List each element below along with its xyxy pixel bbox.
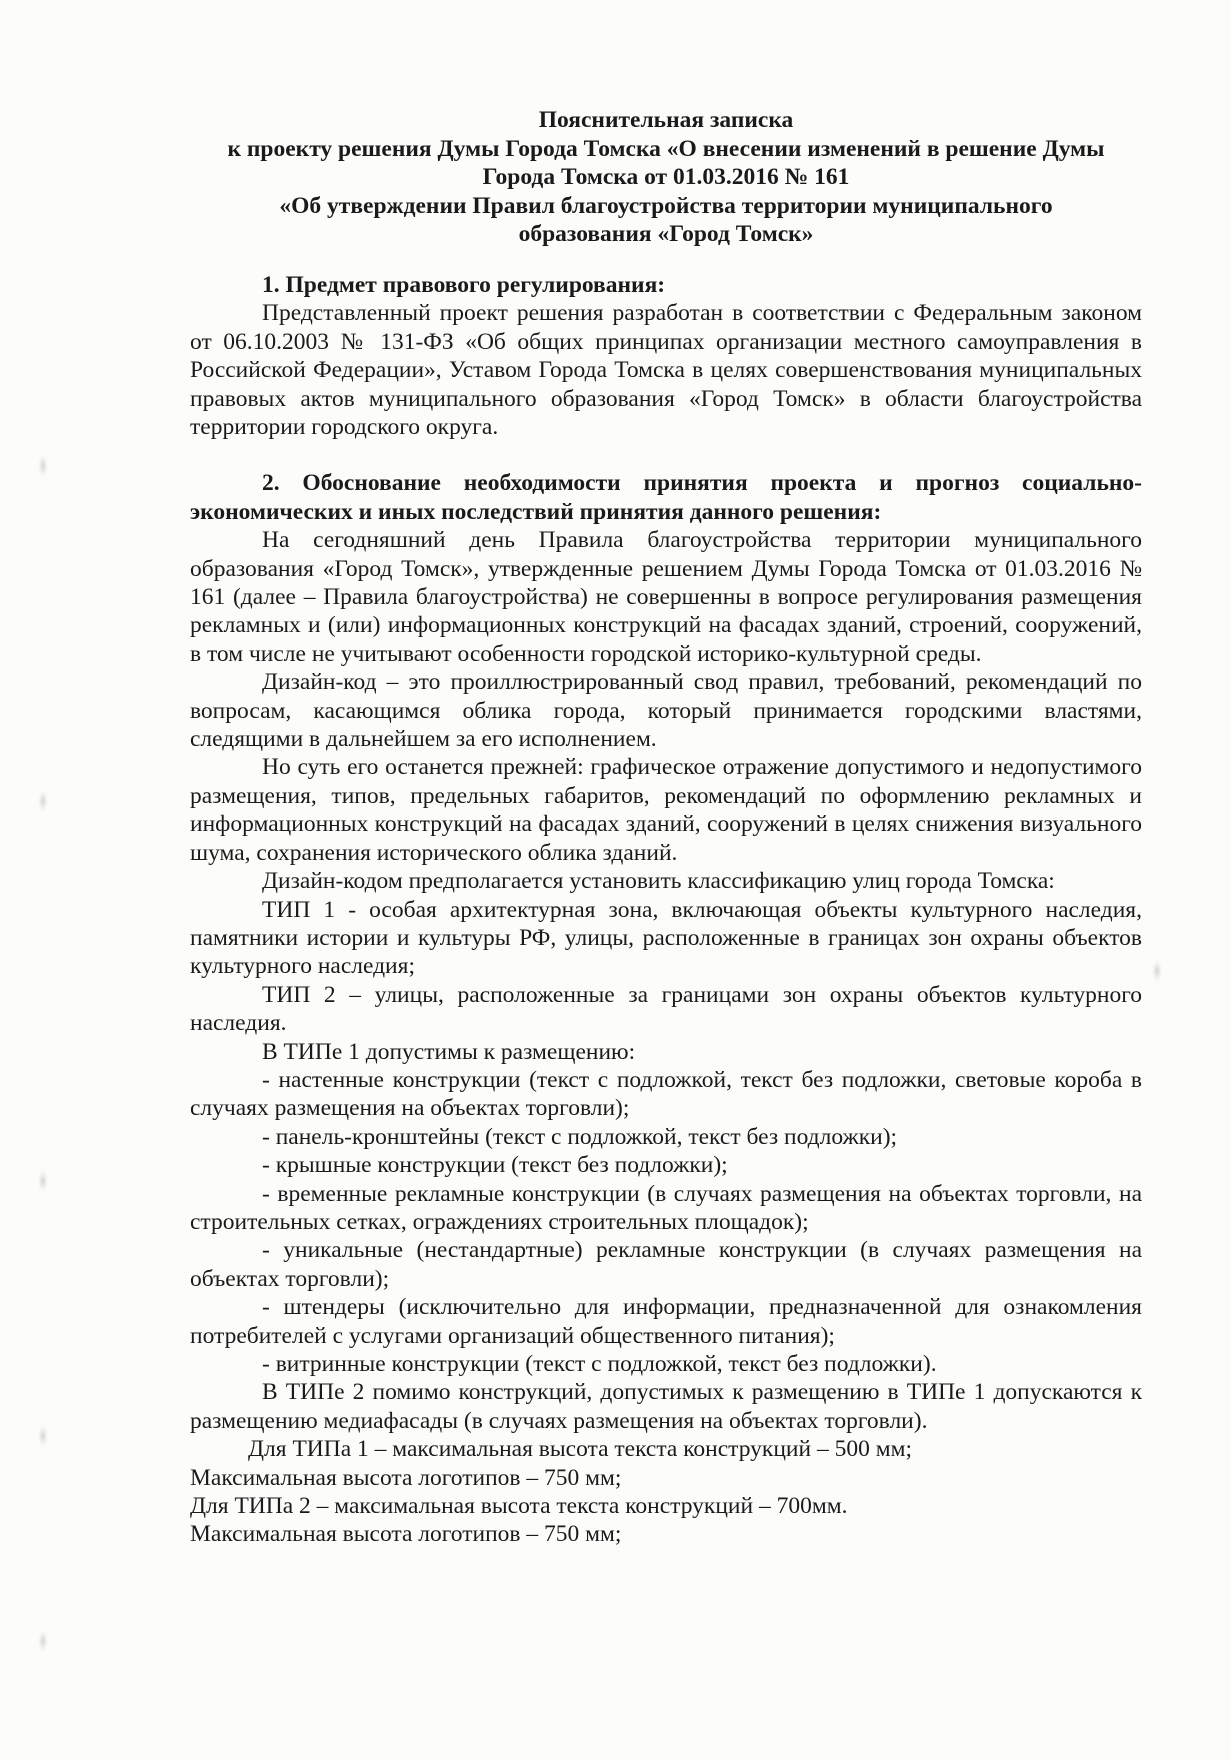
list-item: - панель-кронштейны (текст с подложкой, текст без подложки); (262, 1123, 898, 1150)
title-line: «Об утверждении Правил благоустройства территории муниципального (279, 192, 1053, 219)
paragraph: Максимальная высота логотипов – 750 мм; (190, 1521, 622, 1548)
document-title (190, 106, 1142, 249)
title-line: к проекту решения Думы Города Томска «О внесении изменений в решение Думы (227, 135, 1105, 162)
paragraph: В ТИПе 1 допустимы к размещению: (262, 1038, 636, 1065)
list-item: - крышные конструкции (текст без подложки); (262, 1152, 728, 1179)
paragraph: Для ТИПа 2 – максимальная высота текста конструкций – 700мм. (190, 1493, 848, 1520)
title-line: образования «Город Томск» (518, 221, 814, 248)
section-heading: 1. Предмет правового регулирования: (262, 271, 666, 298)
paragraph: В ТИПе 2 помимо конструкций, допустимых к размещению в ТИПе 1 допускаются к размещению медиафасады (в случаях размещения на объектах торговли). (190, 1379, 1142, 1434)
paragraph: ТИП 1 - особая архитектурная зона, включающая объекты культурного наследия, памятники истории и культуры РФ, улицы, расположенные в границах зон охраны объектов культурного наследия; (190, 896, 1142, 980)
paragraph: Дизайн-кодом предполагается установить классификацию улиц города Томска: (262, 868, 1055, 895)
scan-speck (38, 1425, 48, 1447)
section-heading: 2. Обоснование необходимости принятия проекта и прогноз социально-экономических и иных последствий принятия данного решения: (190, 470, 1142, 525)
paragraph: Но суть его останется прежней: графическое отражение допустимого и недопустимого размещения, типов, предельных габаритов, рекомендаций по оформлению рекламных и информационных конструкций на фасадах зданий, сооружений в целях снижения визуального шума, сохранения исторического облика зданий. (190, 754, 1142, 866)
list-item: - штендеры (исключительно для информации, предназначенной для ознакомления потребителей с услугами организаций общественного питания); (190, 1294, 1142, 1349)
title-line: Пояснительная записка (538, 107, 794, 133)
scan-speck (38, 455, 48, 477)
scan-speck (38, 1630, 48, 1652)
list-item: - настенные конструкции (текст с подложкой, текст без подложки, световые короба в случаях размещения на объектах торговли); (190, 1066, 1142, 1122)
scan-speck (38, 790, 48, 812)
paragraph: Максимальная высота логотипов – 750 мм; (190, 1464, 622, 1491)
document-body (190, 106, 1142, 1549)
paragraph: На сегодняшний день Правила благоустройства территории муниципального образования «Город Томск», утвержденные решением Думы Города Томска от 01.03.2016 № 161 (далее – Правила благоустройства) не совершенны в вопросе регулирования размещения рекламных и (или) информационных конструкций на фасадах зданий, строений, сооружений, в том числе не учитывают особенности городской историко-культурной среды. (190, 527, 1142, 667)
paragraph: Дизайн-код – это проиллюстрированный свод правил, требований, рекомендаций по вопросам, касающимся облика города, который принимается городскими властями, следящими в дальнейшем за его исполнением. (190, 669, 1142, 753)
list-item: - уникальные (нестандартные) рекламные конструкции (в случаях размещения на объектах торговли); (190, 1237, 1142, 1292)
scan-speck (1152, 960, 1162, 982)
paragraph: Для ТИПа 1 – максимальная высота текста конструкций – 500 мм; (248, 1436, 912, 1463)
paragraph: Представленный проект решения разработан в соответствии с Федеральным законом от 06.10.2003 № 131-ФЗ «Об общих принципах организации местного самоуправления в Российской Федерации», Уставом Города Томска в целях совершенствования муниципальных правовых актов муниципального образования «Город Томск» в области благоустройства территории городского округа. (190, 300, 1142, 440)
list-item: - временные рекламные конструкции (в случаях размещения на объектах торговли, на строительных сетках, ограждениях строительных площадок); (190, 1180, 1142, 1235)
title-line: Города Томска от 01.03.2016 № 161 (482, 164, 850, 191)
list-item: - витринные конструкции (текст с подложкой, текст без подложки). (262, 1351, 937, 1377)
paragraph: ТИП 2 – улицы, расположенные за границами зон охраны объектов культурного наследия. (190, 981, 1142, 1037)
scan-speck (38, 1170, 48, 1192)
